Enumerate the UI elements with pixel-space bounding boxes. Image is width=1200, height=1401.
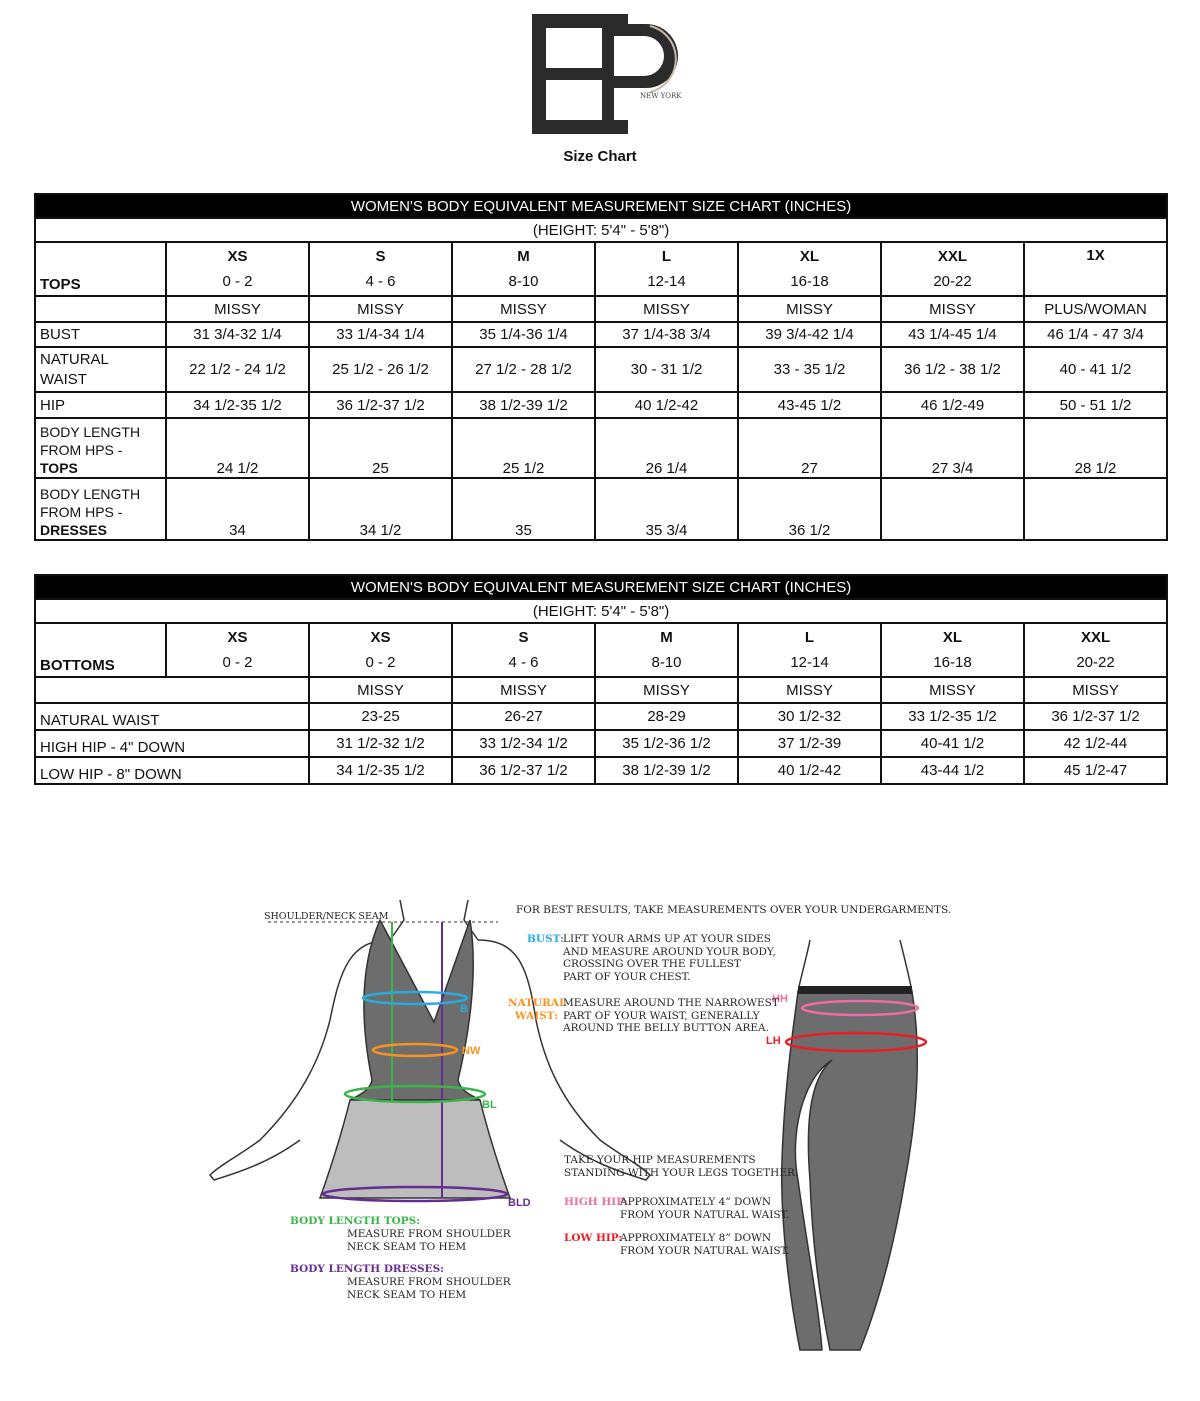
tops-row-hip: HIP 34 1/2-35 1/2 36 1/2-37 1/2 38 1/2-39 1/2 40 1/2-42 43-45 1/2 46 1/2-49 50 - 51 1/2: [35, 392, 1167, 418]
low-hip-instructions: APPROXIMATELY 8” DOWN FROM YOUR NATURAL WAIST.: [620, 1232, 790, 1257]
tops-size-table: [34, 193, 1168, 541]
tops-size-col: XXL 20-22: [881, 242, 1024, 296]
body-length-dresses-instructions: MEASURE FROM SHOULDER NECK SEAM TO HEM: [347, 1276, 511, 1301]
marker-hh: HH: [772, 993, 788, 1005]
bottoms-size-col: XL 16-18: [881, 623, 1024, 677]
logo-ep-mark: [532, 14, 678, 134]
marker-nw: NW: [462, 1045, 481, 1057]
tops-row-body-length-tops: BODY LENGTH FROM HPS - TOPS 24 1/2 25 25 1/2 26 1/4 27 27 3/4 28 1/2: [35, 418, 1167, 478]
leggings-torso-outline: [798, 940, 912, 992]
tops-size-col: S 4 - 6: [309, 242, 452, 296]
dress-skirt: [320, 1100, 510, 1198]
tops-row-body-length-dresses: BODY LENGTH FROM HPS - DRESSES 34 34 1/2 35 35 3/4 36 1/2: [35, 478, 1167, 540]
marker-bl: BL: [482, 1099, 497, 1111]
bottoms-row-low-hip: LOW HIP - 8" DOWN 34 1/2-35 1/2 36 1/2-37 1/2 38 1/2-39 1/2 40 1/2-42 43-44 1/2 45 1/2-47: [35, 757, 1167, 784]
tops-row-natural-waist: NATURAL WAIST 22 1/2 - 24 1/2 25 1/2 - 26 1/2 27 1/2 - 28 1/2 30 - 31 1/2 33 - 35 1/2 36 1/2 - 38 1/2 40 - 41 1/2: [35, 347, 1167, 392]
tops-size-col: XS 0 - 2: [166, 242, 309, 296]
page-subtitle: Size Chart: [563, 148, 637, 165]
bottoms-size-col: L 12-14: [738, 623, 881, 677]
body-length-tops-key: BODY LENGTH TOPS:: [290, 1215, 421, 1227]
leggings-fill: [782, 992, 918, 1350]
bottoms-height-note: (HEIGHT: 5'4" - 5'8"): [35, 599, 1167, 623]
brand-logo: [528, 12, 688, 140]
natural-waist-instructions: MEASURE AROUND THE NARROWEST PART OF YOUR WAIST, GENERALLY AROUND THE BELLY BUTTON AREA.: [563, 997, 779, 1034]
bottoms-size-col: S 4 - 6: [452, 623, 595, 677]
bottoms-table-title: WOMEN'S BODY EQUIVALENT MEASUREMENT SIZE CHART (INCHES): [35, 575, 1167, 599]
bust-instructions: LIFT YOUR ARMS UP AT YOUR SIDES AND MEASURE AROUND YOUR BODY, CROSSING OVER THE FULLEST PART OF YOUR CHEST.: [563, 933, 776, 983]
hip-intro: TAKE YOUR HIP MEASUREMENTS STANDING WITH YOUR LEGS TOGETHER.: [564, 1154, 799, 1179]
bottoms-size-col: XS 0 - 2: [166, 623, 309, 677]
tops-height-note: (HEIGHT: 5'4" - 5'8"): [35, 218, 1167, 242]
bottoms-size-col: XXL 20-22: [1024, 623, 1167, 677]
low-hip-key: LOW HIP:: [564, 1232, 623, 1244]
tops-type-row: MISSY MISSY MISSY MISSY MISSY MISSY PLUS/WOMAN: [35, 296, 1167, 322]
bottoms-size-col: M 8-10: [595, 623, 738, 677]
shoulder-neck-seam-label: SHOULDER/NECK SEAM: [264, 911, 389, 922]
high-hip-instructions: APPROXIMATELY 4” DOWN FROM YOUR NATURAL WAIST.: [620, 1196, 790, 1221]
tops-size-col: M 8-10: [452, 242, 595, 296]
marker-bld: BLD: [508, 1197, 531, 1209]
bottoms-type-row: MISSY MISSY MISSY MISSY MISSY MISSY: [35, 677, 1167, 703]
bottoms-label: BOTTOMS: [40, 657, 115, 674]
bottoms-row-natural-waist: NATURAL WAIST 23-25 26-27 28-29 30 1/2-32 33 1/2-35 1/2 36 1/2-37 1/2: [35, 703, 1167, 730]
bust-key: BUST:: [527, 933, 564, 945]
bottoms-size-table: [34, 574, 1168, 785]
tops-size-col: L 12-14: [595, 242, 738, 296]
marker-b: B: [460, 1003, 468, 1015]
natural-waist-key: NATURAL WAIST:: [508, 997, 567, 1022]
tops-size-col: 1X: [1024, 242, 1167, 296]
tops-table-title: WOMEN'S BODY EQUIVALENT MEASUREMENT SIZE CHART (INCHES): [35, 194, 1167, 218]
leggings-waistband: [798, 986, 912, 994]
bottoms-size-col: XS 0 - 2: [309, 623, 452, 677]
high-hip-key: HIGH HIP:: [564, 1196, 628, 1208]
body-length-tops-instructions: MEASURE FROM SHOULDER NECK SEAM TO HEM: [347, 1228, 511, 1253]
logo-city: NEW YORK: [640, 92, 682, 100]
tops-size-col: XL 16-18: [738, 242, 881, 296]
tops-label: TOPS: [40, 276, 81, 293]
marker-lh: LH: [766, 1035, 781, 1047]
bottoms-row-high-hip: HIGH HIP - 4" DOWN 31 1/2-32 1/2 33 1/2-34 1/2 35 1/2-36 1/2 37 1/2-39 40-41 1/2 42 1/2-44: [35, 730, 1167, 757]
tops-row-bust: BUST 31 3/4-32 1/4 33 1/4-34 1/4 35 1/4-36 1/4 37 1/4-38 3/4 39 3/4-42 1/4 43 1/4-45 1/4 46 1/4 - 47 3/4: [35, 322, 1167, 347]
best-results-note: FOR BEST RESULTS, TAKE MEASUREMENTS OVER YOUR UNDERGARMENTS.: [516, 904, 952, 916]
body-length-dresses-key: BODY LENGTH DRESSES:: [290, 1263, 445, 1275]
